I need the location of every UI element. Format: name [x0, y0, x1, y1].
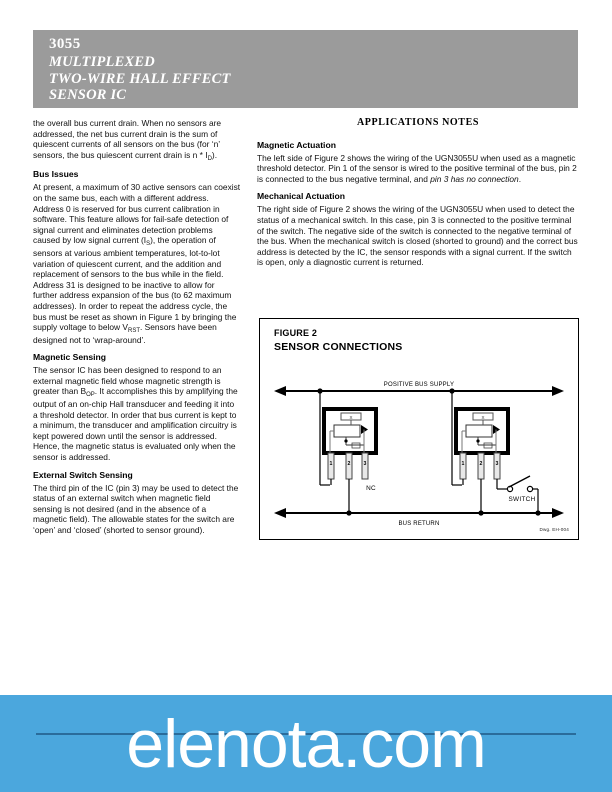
magnetic-actuation-part-a: The left side of Figure 2 shows the wiring of the UGN3055U when used as a magnetic threshold detector. Pin 1 of the sensor is wired to the positive terminal of the bus, pin 2 is connected to the bus negative terminal, and: [257, 152, 577, 184]
watermark-text: elenota.com: [126, 705, 486, 782]
paragraph-mechanical-actuation: The right side of Figure 2 shows the wiring of the UGN3055U when used to detect the status of a mechanical switch. In this case, pin 3 is connected to the positive terminal of the switch. The negative side of the switch is connected to the negative terminal of the bus. When the mechanical switch is closed (shorted to ground) and the correct bus address is detected by the IC, the sensor responds with a signal current. If the switch is open, only a diagnostic current is returned.: [257, 204, 578, 268]
subtitle-line-3: SENSOR IC: [49, 87, 127, 103]
figure-2-box: [259, 318, 579, 540]
bus-issues-part-c: . Sensors have been designed not to ‘wrap-around’.: [33, 322, 217, 345]
right-pin-1-label: 1: [461, 461, 465, 467]
left-pin-2-label: 2: [347, 461, 351, 467]
left-pin-3-label: 3: [363, 461, 367, 467]
right-pin-2-label: 2: [479, 461, 483, 467]
header-band: [33, 30, 578, 108]
paragraph-magnetic-sensing: [33, 365, 241, 462]
paragraph-external-switch: The third pin of the IC (pin 3) may be used to detect the status of an external switch when magnetic field sensing is not desired (and in the absence of a magnetic field). The allowable states for the switch are ‘open’ and ‘closed’ (shorted to sensor ground).: [33, 482, 239, 535]
hall-element-symbol: X: [349, 415, 353, 420]
paragraph-continued-text: the overall bus current drain. When no sensors are addressed, the net bus current drain is the sum of quiescent currents of all sensors on the bus (for ‘n’ sensors, the bus quiescent current drain is n * I: [33, 118, 222, 160]
magnetic-sensing-part-b: . It accomplishes this by amplifying the output of an on-chip Hall transducer and feeding it into a threshold detector. In order that bus current is kept to a minimum, the transducer and amplification circuitry is kept powered down until the sensor is addressed. Hence, the magnetic status is evaluated only when the sensor is addressed.: [33, 386, 238, 463]
figure-title: SENSOR CONNECTIONS: [274, 341, 403, 353]
figure-label: FIGURE 2: [274, 328, 318, 338]
hall-element-symbol-right: X: [481, 415, 485, 420]
part-number: 3055: [49, 36, 81, 52]
right-pin-3-label: 3: [495, 461, 499, 467]
top-rail-label: POSITIVE BUS SUPPLY: [383, 382, 455, 388]
sensor-connections-schematic: [260, 357, 578, 535]
bus-issues-part-b: ), the operation of sensors at various ambient temperatures, lot-to-lot variation of quiescent current, and the addition and replacement of sensors to the bus while in the field. Address 31 is designed to be inactive to allow for further address expansion of the bus (to 62 maximum addresses). In order to repeat the address cycle, the bus must be reset as shown in Figure 1 by bringing the supply voltage to below V: [33, 235, 237, 333]
right-text-column: [257, 118, 579, 275]
subscript-bop: OP: [86, 392, 95, 399]
subscript-vrst: RST: [127, 328, 140, 335]
bus-issues-part-a: At present, a maximum of 30 active sensors can coexist on the same bus, each with a different address. Address 0 is reserved for bus current calibration in software. This feature allows for fail-safe detection of signal current and eliminates detection problems caused by low signal current (I: [33, 182, 241, 246]
heading-bus-issues: Bus Issues: [33, 169, 79, 180]
watermark-banner: [0, 695, 612, 792]
applications-notes-title: APPLICATIONS NOTES: [356, 117, 480, 128]
left-sensor-assembly: [320, 391, 376, 513]
bus-return-rail: [274, 508, 564, 527]
right-sensor-assembly: [452, 391, 508, 513]
subtitle-line-1: MULTIPLEXED: [49, 54, 155, 70]
positive-bus-supply-rail: [274, 382, 564, 396]
drawing-number: Dwg. EH-004: [539, 527, 569, 532]
heading-magnetic-sensing: Magnetic Sensing: [33, 352, 107, 363]
paragraph-bus-issues: [33, 182, 241, 345]
heading-magnetic-actuation: Magnetic Actuation: [257, 139, 336, 150]
switch-label: SWITCH: [508, 496, 536, 503]
bottom-rail-label: BUS RETURN: [398, 521, 440, 527]
magnetic-sensing-part-a: The sensor IC has been designed to respond to an external magnetic field whose magnetic strength is greater than B: [33, 365, 222, 397]
mechanical-switch-symbol: [507, 476, 538, 513]
magnetic-actuation-part-b: .: [518, 173, 522, 184]
paragraph-continued: [33, 118, 241, 162]
subscript-is: S: [146, 241, 151, 248]
left-sensor-nc-label: NC: [366, 485, 376, 492]
left-text-column: [33, 118, 241, 543]
heading-mechanical-actuation: Mechanical Actuation: [257, 191, 346, 202]
header-subtitle: [49, 54, 569, 104]
heading-external-switch-sensing: External Switch Sensing: [33, 469, 133, 480]
paragraph-magnetic-actuation: [257, 153, 579, 185]
left-pin-1-label: 1: [329, 461, 333, 467]
subscript-id: D: [207, 155, 212, 162]
paragraph-continued-tail: ).: [211, 149, 218, 160]
magnetic-actuation-emphasis: pin 3 has no connection: [430, 173, 519, 184]
subtitle-line-2: TWO-WIRE HALL EFFECT: [49, 70, 231, 87]
